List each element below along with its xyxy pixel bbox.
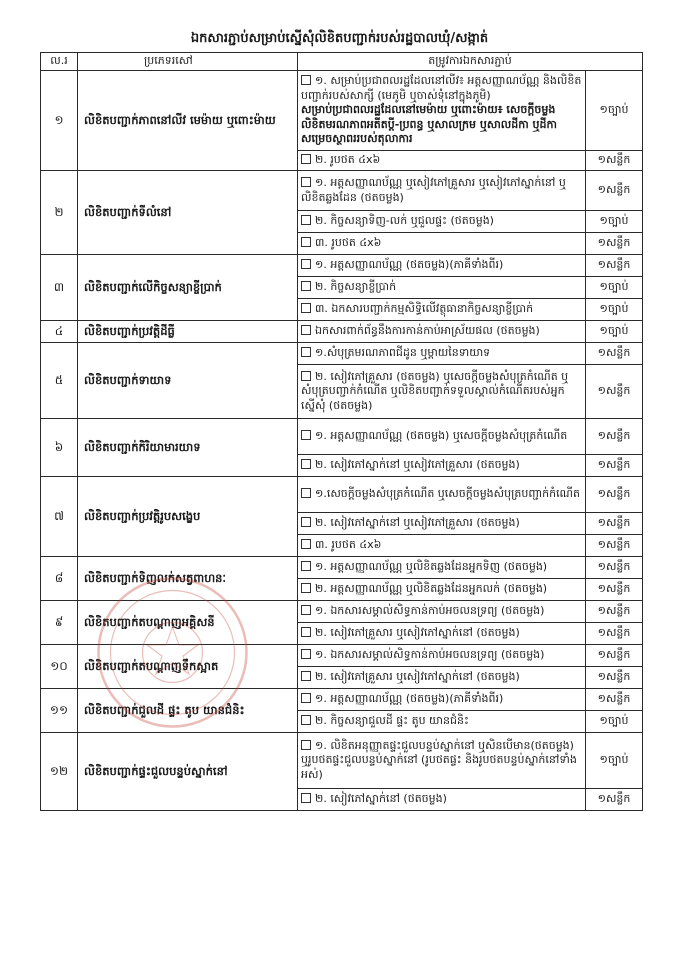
- requirement-cell: [298, 623, 586, 645]
- table-row: [41, 321, 643, 343]
- table-row: [41, 71, 643, 151]
- requirement-text: ២. កិច្ចសន្យាទិញ-លក់ ឬជួលផ្ទះ (ថតចម្លង): [315, 214, 494, 228]
- table-row: [41, 343, 643, 365]
- table-row: [41, 171, 643, 211]
- requirement-text: ២. អត្តសញ្ញាណប័ណ្ណ ឬលិខិតឆ្លងដែនអ្នកលក់ (ថតចម្លង): [315, 582, 548, 596]
- requirement-text: ១. អត្តសញ្ញាណប័ណ្ណ (ថតចម្លង)(ភាគីទាំងពីរ): [315, 258, 504, 272]
- checkbox-icon[interactable]: [301, 177, 311, 187]
- checkbox-icon[interactable]: [301, 715, 311, 725]
- header-attachments: តម្រូវការឯកសារភ្ជាប់: [298, 53, 643, 71]
- checkbox-icon[interactable]: [301, 215, 311, 225]
- checkbox-icon[interactable]: [301, 649, 311, 659]
- page-title: ឯកសារភ្ជាប់សម្រាប់ស្នើសុំលិខិតបញ្ជាក់របស់រដ្ឋបាលឃុំ/សង្កាត់: [190, 31, 489, 46]
- requirement-cell: [298, 151, 586, 171]
- requirement-text: ១.សំបុត្រមរណភាពជីដូន ឬម្តាយនៃទាយាទ: [315, 346, 491, 360]
- checkbox-icon[interactable]: [301, 259, 311, 269]
- requirement-cell: [298, 689, 586, 711]
- requirement-cell: [298, 789, 586, 811]
- requirement-cell: [298, 365, 586, 419]
- requirement-cell: [298, 255, 586, 277]
- quantity-cell: ១សន្លឹក: [586, 689, 643, 711]
- requirement-text: ២. សៀវភៅស្នាក់នៅ ឬសៀវភៅគ្រួសារ (ថតចម្លង): [315, 458, 520, 472]
- quantity-cell: ១សន្លឹក: [586, 255, 643, 277]
- table-row: [41, 733, 643, 789]
- checkbox-icon[interactable]: [301, 347, 311, 357]
- document-type-name: លិខិតបញ្ជាក់ផ្ទះជួលបន្ទប់ស្នាក់នៅ: [78, 733, 298, 811]
- row-number: ១: [41, 71, 78, 171]
- quantity-cell: ១ច្បាប់: [586, 71, 643, 151]
- requirement-text: ឯកសារពាក់ព័ន្ធនឹងការកាន់កាប់អាស្រ័យផល (ថតចម្លង): [315, 324, 540, 338]
- table-row: [41, 477, 643, 513]
- attachment-table: [40, 52, 643, 811]
- requirement-text: ២. កិច្ចសន្យាជួលដី ផ្ទះ តូប យានជំនិះ: [315, 714, 469, 728]
- requirement-cell: [298, 557, 586, 579]
- requirement-text: ២. សៀវភៅគ្រួសារ (ថតចម្លង) ឬសេចក្តីចម្លងសំបុត្រកំណើត ឬសំបុត្របញ្ជាក់កំណើត ឬលិខិតបញ្ជាក់ទទួលស្គាល់កំណើតរបស់អ្នកស្នើសុំ (ថតចម្លង): [301, 369, 569, 412]
- requirement-text: ២. សៀវភៅស្នាក់នៅ ឬសៀវភៅគ្រួសារ (ថតចម្លង): [315, 516, 520, 530]
- header-no: ល.រ: [41, 53, 78, 71]
- quantity-cell: ១សន្លឹក: [586, 557, 643, 579]
- row-number: ៥: [41, 343, 78, 419]
- requirement-text: ១. ឯកសារសម្គាល់សិទ្ធកាន់កាប់អចលនទ្រព្យ (ថតចម្លង): [315, 648, 545, 662]
- document-type-name: លិខិតបញ្ជាក់ប្រវត្តិរូបសង្ខេប: [78, 477, 298, 557]
- requirement-cell: [298, 211, 586, 233]
- checkbox-icon[interactable]: [301, 325, 311, 335]
- quantity-cell: ១សន្លឹក: [586, 171, 643, 211]
- row-number: ៣: [41, 255, 78, 321]
- document-type-name: លិខិតបញ្ជាក់ទាយាទ: [78, 343, 298, 419]
- requirement-text: ៣. ឯកសារបញ្ជាក់កម្មសិទ្ធិលើវត្ថុធានាកិច្ចសន្យាខ្ចីប្រាក់: [315, 302, 534, 316]
- checkbox-icon[interactable]: [301, 488, 311, 498]
- row-number: ១០: [41, 645, 78, 689]
- quantity-cell: ១សន្លឹក: [586, 535, 643, 557]
- requirement-cell: [298, 645, 586, 667]
- quantity-cell: ១ច្បាប់: [586, 733, 643, 789]
- quantity-cell: ១ច្បាប់: [586, 277, 643, 299]
- header-type: ប្រភេទរសៅ: [78, 53, 298, 71]
- requirement-cell: [298, 419, 586, 455]
- quantity-cell: ១ច្បាប់: [586, 711, 643, 733]
- requirement-text: ៣. រូបថត ៤x៦: [315, 538, 382, 552]
- requirement-text-secondary: សម្រាប់ប្រជាពលរដ្ឋដែលនៅមេម៉ាយ ឬពោះម៉ាយ៖ សេចក្តីចម្លងលិខិតមរណភាពអតីតប្តី-ប្រពន្ធ ឬសាលក្រម ឬសាលដីកា ឬដីកាសម្រេចស្ថាពររបស់តុលាការ: [301, 103, 557, 146]
- requirement-cell: [298, 667, 586, 689]
- row-number: ៩: [41, 601, 78, 645]
- checkbox-icon[interactable]: [301, 539, 311, 549]
- checkbox-icon[interactable]: [301, 237, 311, 247]
- requirement-cell: [298, 711, 586, 733]
- quantity-cell: ១ច្បាប់: [586, 321, 643, 343]
- quantity-cell: ១សន្លឹក: [586, 601, 643, 623]
- quantity-cell: ១សន្លឹក: [586, 343, 643, 365]
- requirement-text: ១. អត្តសញ្ញាណប័ណ្ណ (ថតចម្លង)(ភាគីទាំងពីរ): [315, 692, 504, 706]
- row-number: ៧: [41, 477, 78, 557]
- requirement-text: ២. រូបថត ៤x៦: [315, 153, 381, 167]
- document-type-name: លិខិតបញ្ជាក់តបណ្តាញទឹកស្អាត: [78, 645, 298, 689]
- requirement-cell: [298, 513, 586, 535]
- quantity-cell: ១សន្លឹក: [586, 645, 643, 667]
- document-type-name: លិខិតបញ្ជាក់ភាពនៅលីវ មេម៉ាយ ឬពោះម៉ាយ: [78, 71, 298, 171]
- requirement-text: ២. កិច្ចសន្យាខ្ចីប្រាក់: [315, 280, 397, 294]
- requirement-text: ១. សម្រាប់ប្រជាពលរដ្ឋដែលនៅលីវ៖ អត្តសញ្ញាណប័ណ្ណ និងលិខិតបញ្ជាក់របស់សាក្សី (មេភូមិ ឬចាស់ទុំនៅក្នុងភូមិ): [301, 74, 582, 102]
- checkbox-icon[interactable]: [301, 371, 311, 381]
- row-number: ៦: [41, 419, 78, 477]
- checkbox-icon[interactable]: [301, 671, 311, 681]
- quantity-cell: ១ច្បាប់: [586, 211, 643, 233]
- quantity-cell: ១សន្លឹក: [586, 667, 643, 689]
- requirement-text: ១. អត្តសញ្ញាណប័ណ្ណ ឬលិខិតឆ្លងដែនអ្នកទិញ (ថតចម្លង): [315, 560, 548, 574]
- table-row: [41, 645, 643, 667]
- requirement-cell: [298, 601, 586, 623]
- requirement-text: ២. សៀវភៅគ្រួសារ ឬសៀវភៅស្នាក់នៅ (ថតចម្លង): [315, 670, 520, 684]
- table-row: [41, 255, 643, 277]
- requirement-text: ១. អត្តសញ្ញាណប័ណ្ណ (ថតចម្លង) ឬសេចក្តីចម្លងសំបុត្រកំណើត: [315, 429, 568, 443]
- quantity-cell: ១សន្លឹក: [586, 365, 643, 419]
- row-number: ២: [41, 171, 78, 255]
- requirement-cell: [298, 171, 586, 211]
- quantity-cell: ១សន្លឹក: [586, 513, 643, 535]
- document-type-name: លិខិតបញ្ជាក់លើកិច្ចសន្យាខ្ចីប្រាក់: [78, 255, 298, 321]
- checkbox-icon[interactable]: [301, 583, 311, 593]
- row-number: ៨: [41, 557, 78, 601]
- checkbox-icon[interactable]: [301, 605, 311, 615]
- requirement-text: ១.សេចក្តីចម្លងសំបុត្រកំណើត ឬសេចក្តីចម្លងសំបុត្របញ្ជាក់កំណើត: [315, 487, 580, 501]
- checkbox-icon[interactable]: [301, 517, 311, 527]
- document-type-name: លិខិតបញ្ជាក់កិរិយាមារយាទ: [78, 419, 298, 477]
- checkbox-icon[interactable]: [301, 459, 311, 469]
- row-number: ១១: [41, 689, 78, 733]
- quantity-cell: ១សន្លឹក: [586, 233, 643, 255]
- checkbox-icon[interactable]: [301, 561, 311, 571]
- requirement-text: ១. លិខិតអនុញ្ញាតផ្ទះជួលបន្ទប់ស្នាក់នៅ ឬសិនបើមាន(ថតចម្លង) ឬរូបថតផ្ទះជួលបន្ទប់ស្នាក់នៅ (រូបថតផ្ទះ និងរូបថតបន្ទប់ស្នាក់នៅទាំងអស់): [301, 738, 577, 781]
- checkbox-icon[interactable]: [301, 303, 311, 313]
- requirement-text: ១. អត្តសញ្ញាណប័ណ្ណ ឬសៀវភៅគ្រួសារ ឬសៀវភៅស្នាក់នៅ ឬលិខិតឆ្លងដែន (ថតចម្លង): [301, 176, 566, 204]
- requirement-cell: [298, 455, 586, 477]
- row-number: ៤: [41, 321, 78, 343]
- quantity-cell: ១ច្បាប់: [586, 299, 643, 321]
- quantity-cell: ១សន្លឹក: [586, 455, 643, 477]
- checkbox-icon[interactable]: [301, 627, 311, 637]
- quantity-cell: ១សន្លឹក: [586, 579, 643, 601]
- requirement-text: ២. សៀវភៅស្នាក់នៅ (ថតចម្លង): [315, 792, 447, 806]
- quantity-cell: ១សន្លឹក: [586, 477, 643, 513]
- requirement-cell: [298, 477, 586, 513]
- document-type-name: លិខិតបញ្ជាក់ប្រវត្តិដីធ្លី: [78, 321, 298, 343]
- checkbox-icon[interactable]: [301, 75, 311, 85]
- requirement-text: ១. ឯកសារសម្គាល់សិទ្ធកាន់កាប់អចលនទ្រព្យ (ថតចម្លង): [315, 604, 545, 618]
- table-row: [41, 419, 643, 455]
- requirement-text: ២. សៀវភៅគ្រួសារ ឬសៀវភៅស្នាក់នៅ (ថតចម្លង): [315, 626, 520, 640]
- checkbox-icon[interactable]: [301, 281, 311, 291]
- checkbox-icon[interactable]: [301, 793, 311, 803]
- requirement-cell: [298, 535, 586, 557]
- requirement-cell: [298, 579, 586, 601]
- checkbox-icon[interactable]: [301, 693, 311, 703]
- table-row: [41, 689, 643, 711]
- requirement-cell: [298, 277, 586, 299]
- table-row: [41, 601, 643, 623]
- requirement-cell: [298, 321, 586, 343]
- requirement-cell: [298, 733, 586, 789]
- requirement-cell: [298, 233, 586, 255]
- row-number: ១២: [41, 733, 78, 811]
- requirement-cell: [298, 71, 586, 151]
- document-type-name: លិខិតបញ្ជាក់តបណ្តាញអគ្គិសនី: [78, 601, 298, 645]
- quantity-cell: ១សន្លឹក: [586, 151, 643, 171]
- checkbox-icon[interactable]: [301, 740, 311, 750]
- quantity-cell: ១សន្លឹក: [586, 623, 643, 645]
- checkbox-icon[interactable]: [301, 430, 311, 440]
- requirement-cell: [298, 299, 586, 321]
- document-type-name: លិខិតបញ្ជាក់ទិញលក់សត្វពាហនៈ: [78, 557, 298, 601]
- document-type-name: លិខិតបញ្ជាក់ជួលដី ផ្ទះ តូប យានជំនិះ: [78, 689, 298, 733]
- checkbox-icon[interactable]: [301, 154, 311, 164]
- document-type-name: លិខិតបញ្ជាក់ទីលំនៅ: [78, 171, 298, 255]
- table-header-row: [41, 53, 643, 71]
- quantity-cell: ១សន្លឹក: [586, 789, 643, 811]
- table-row: [41, 557, 643, 579]
- requirement-text: ៣. រូបថត ៤x៦: [315, 236, 382, 250]
- requirement-cell: [298, 343, 586, 365]
- quantity-cell: ១សន្លឹក: [586, 419, 643, 455]
